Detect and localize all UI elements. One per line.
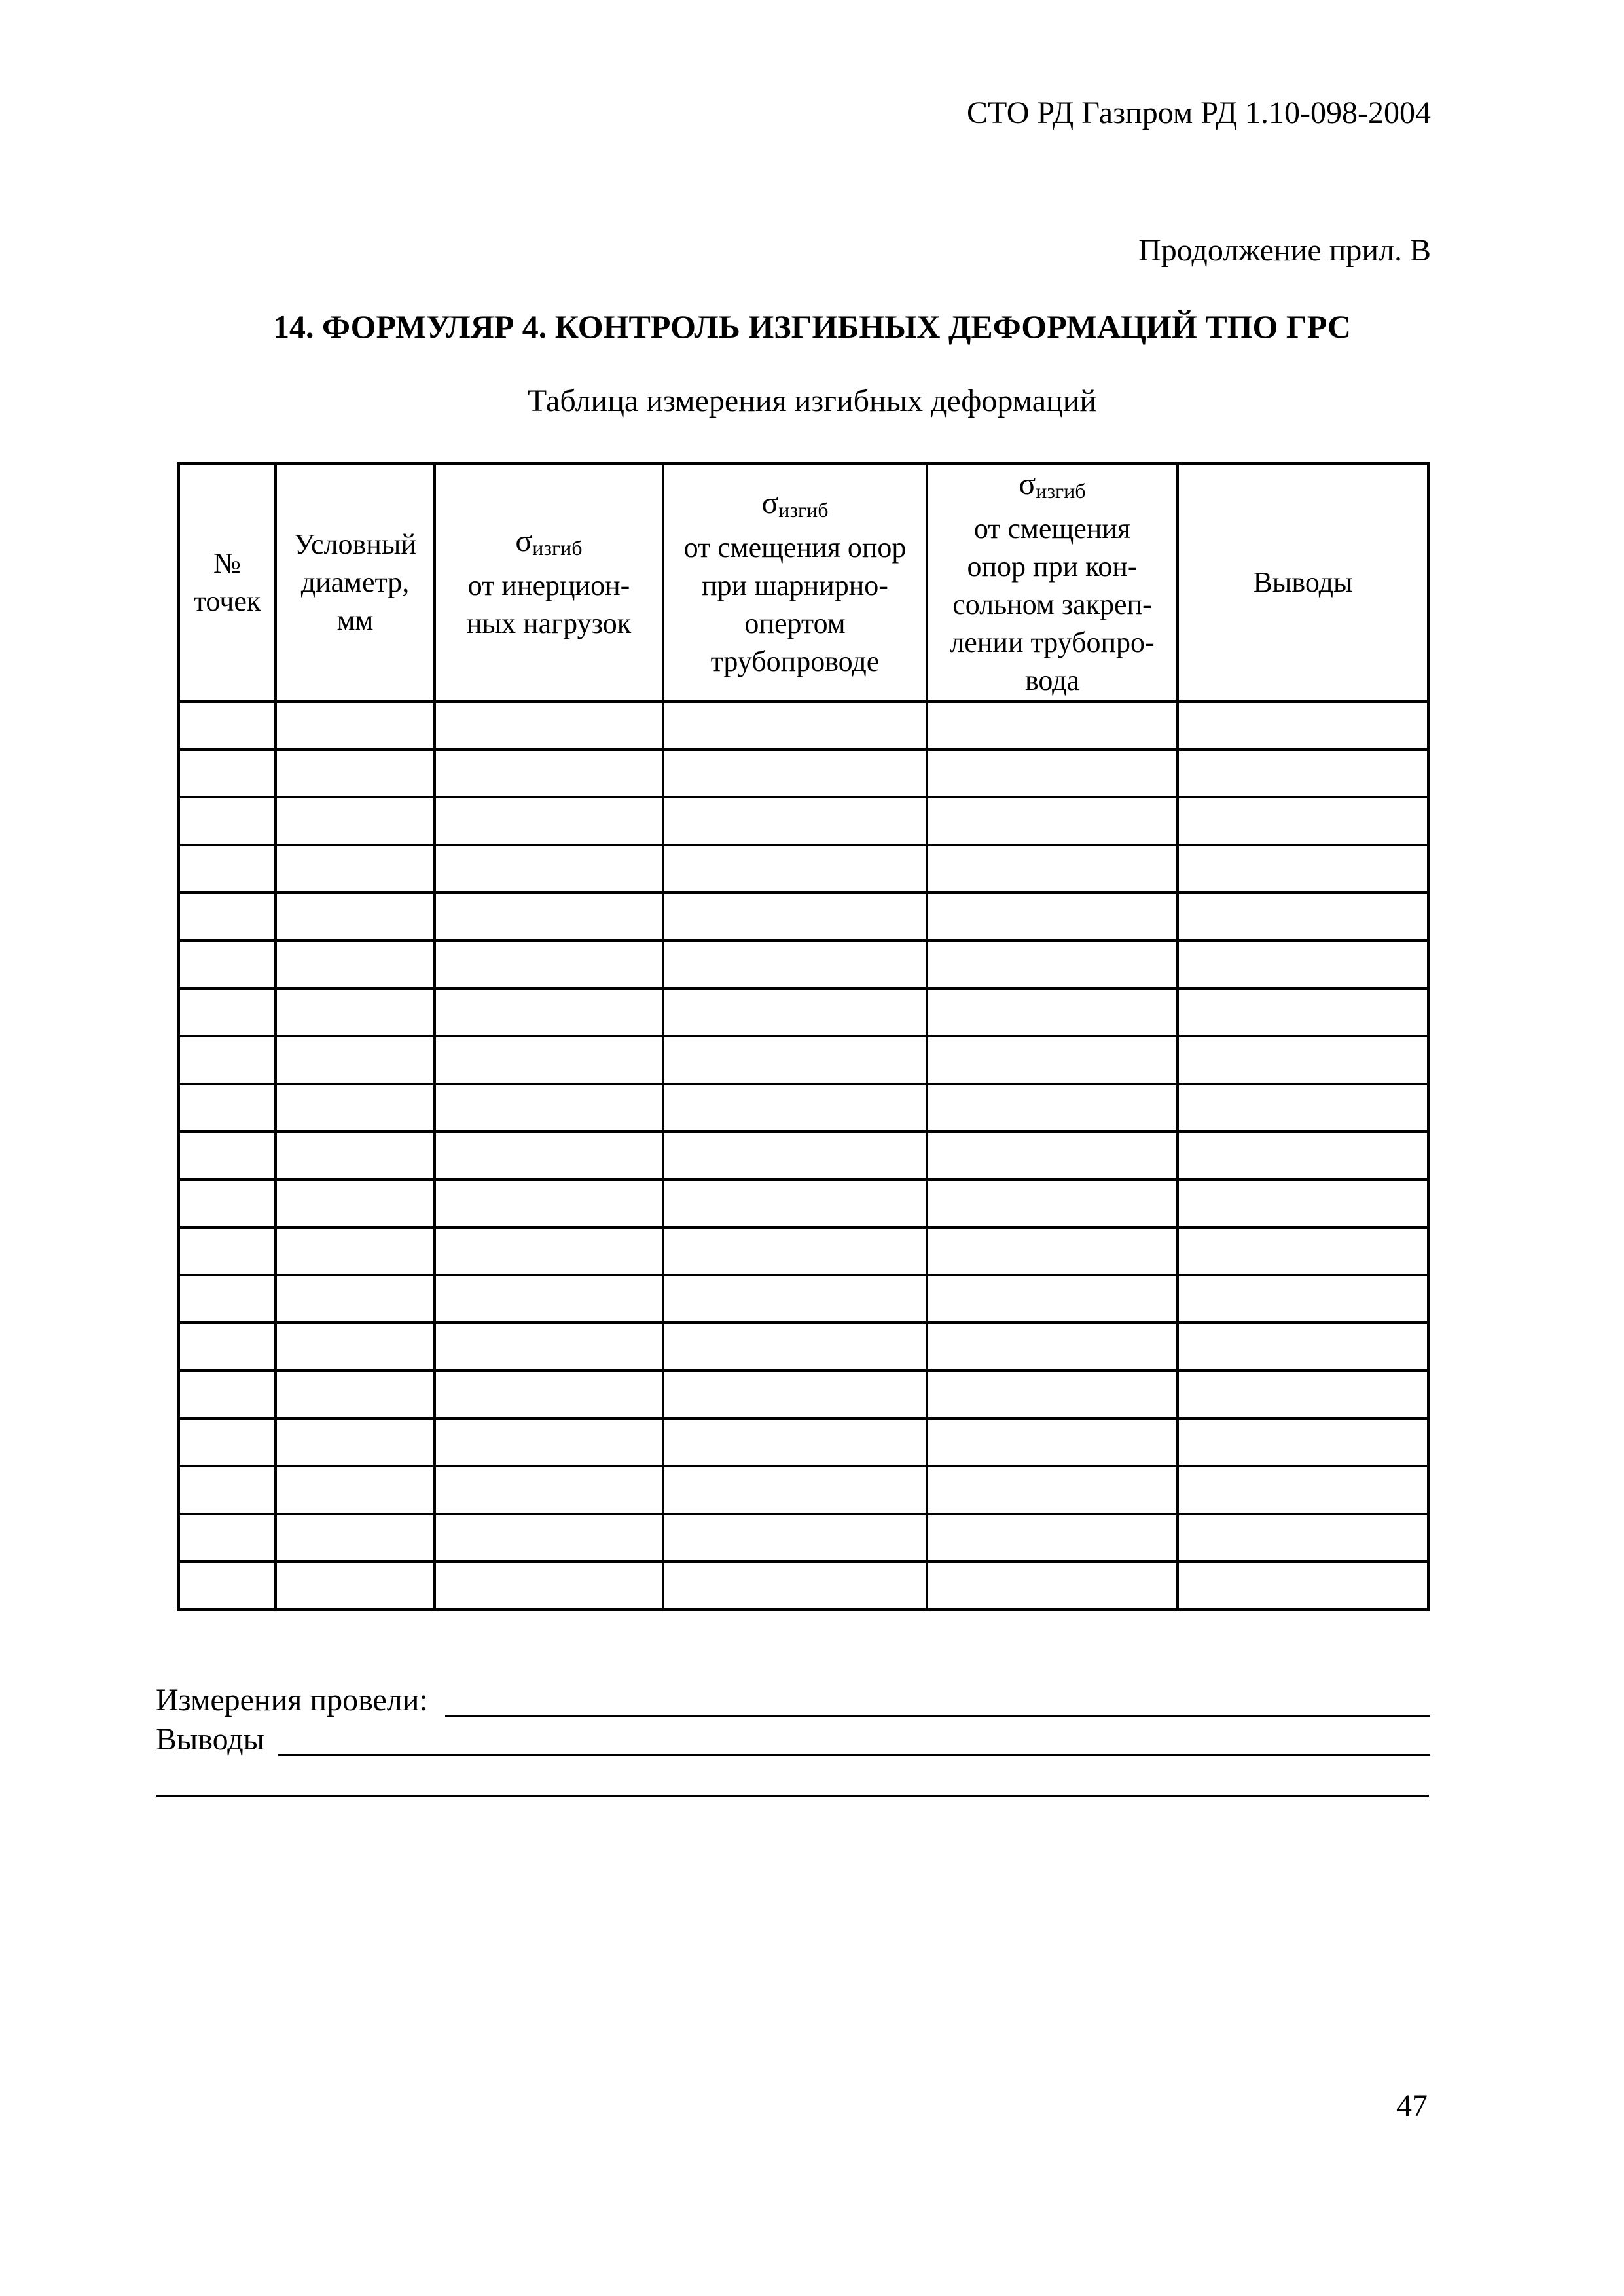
table-cell[interactable] xyxy=(179,1036,276,1084)
table-cell[interactable] xyxy=(435,893,663,941)
table-cell[interactable] xyxy=(663,1371,927,1418)
table-cell[interactable] xyxy=(663,1227,927,1275)
table-cell[interactable] xyxy=(927,893,1178,941)
col-header-inertial-stress: $\sigma_{изгиб}$ от инерцион- ных нагрузок xyxy=(435,463,663,702)
table-cell[interactable] xyxy=(927,797,1178,845)
table-cell[interactable] xyxy=(1178,1084,1428,1132)
table-cell[interactable] xyxy=(276,1466,435,1514)
table-cell[interactable] xyxy=(276,1418,435,1466)
table-cell[interactable] xyxy=(435,988,663,1036)
table-caption: Таблица измерения изгибных деформаций xyxy=(527,384,1097,418)
table-cell[interactable] xyxy=(1178,1323,1428,1371)
table-cell[interactable] xyxy=(1178,1371,1428,1418)
table-cell[interactable] xyxy=(663,1418,927,1466)
table-header-row xyxy=(179,463,1428,702)
table-cell[interactable] xyxy=(927,1418,1178,1466)
table-cell[interactable] xyxy=(435,1466,663,1514)
table-row xyxy=(179,1227,1428,1275)
table-cell[interactable] xyxy=(1178,1036,1428,1084)
col-header-cantilever-support-stress: $\sigma_{изгиб}$ от смещения опор при кон- сольном закреп- лении трубопро- вода xyxy=(927,463,1178,702)
table-cell[interactable] xyxy=(179,1323,276,1371)
table-cell[interactable] xyxy=(276,1323,435,1371)
table-cell[interactable] xyxy=(179,988,276,1036)
table-cell[interactable] xyxy=(1178,1562,1428,1609)
col-header-hinged-support-stress: $\sigma_{изгиб}$ от смещения опор при шарнирно- опертом трубопроводе xyxy=(663,463,927,702)
table-cell[interactable] xyxy=(276,845,435,893)
table-cell[interactable] xyxy=(276,749,435,797)
table-cell[interactable] xyxy=(179,845,276,893)
table-cell[interactable] xyxy=(435,941,663,988)
measured-by-line[interactable] xyxy=(445,1715,1430,1717)
table-row xyxy=(179,845,1428,893)
table-row xyxy=(179,1418,1428,1466)
table-row xyxy=(179,893,1428,941)
table-cell[interactable] xyxy=(1178,1466,1428,1514)
table-cell[interactable] xyxy=(927,1084,1178,1132)
table-cell[interactable] xyxy=(1178,1179,1428,1227)
sigma-symbol: $\sigma_{изгиб}$ xyxy=(761,486,829,522)
appendix-continuation: Продолжение прил. В xyxy=(1138,233,1431,268)
table-cell[interactable] xyxy=(663,1132,927,1179)
table-row xyxy=(179,1562,1428,1609)
table-cell[interactable] xyxy=(179,797,276,845)
table-cell[interactable] xyxy=(1178,1275,1428,1323)
table-cell[interactable] xyxy=(276,702,435,749)
table-cell[interactable] xyxy=(179,1275,276,1323)
table-cell[interactable] xyxy=(1178,845,1428,893)
table-cell[interactable] xyxy=(663,1514,927,1562)
table-cell[interactable] xyxy=(179,1418,276,1466)
table-row xyxy=(179,1179,1428,1227)
table-cell[interactable] xyxy=(663,893,927,941)
col-header-conclusions: Выводы xyxy=(1178,463,1428,702)
table-cell[interactable] xyxy=(276,893,435,941)
table-cell[interactable] xyxy=(435,1275,663,1323)
table-row xyxy=(179,1036,1428,1084)
table-cell[interactable] xyxy=(663,1179,927,1227)
table-cell[interactable] xyxy=(179,702,276,749)
measurement-table xyxy=(177,462,1430,1611)
table-cell[interactable] xyxy=(435,749,663,797)
table-cell[interactable] xyxy=(927,1514,1178,1562)
table-cell[interactable] xyxy=(179,893,276,941)
table-cell[interactable] xyxy=(663,988,927,1036)
table-cell[interactable] xyxy=(927,1562,1178,1609)
table-cell[interactable] xyxy=(435,1514,663,1562)
table-cell[interactable] xyxy=(179,941,276,988)
table-cell[interactable] xyxy=(1178,1514,1428,1562)
table-cell[interactable] xyxy=(663,941,927,988)
table-cell[interactable] xyxy=(435,1036,663,1084)
conclusions-line-continued[interactable] xyxy=(156,1795,1429,1797)
conclusions-label: Выводы xyxy=(156,1722,264,1757)
table-cell[interactable] xyxy=(927,1371,1178,1418)
table-cell[interactable] xyxy=(435,1371,663,1418)
table-cell[interactable] xyxy=(435,702,663,749)
table-cell[interactable] xyxy=(927,1132,1178,1179)
table-cell[interactable] xyxy=(179,1179,276,1227)
col-header-point-number: № точек xyxy=(179,463,276,702)
table-row xyxy=(179,988,1428,1036)
table-cell[interactable] xyxy=(276,1132,435,1179)
table-cell[interactable] xyxy=(435,845,663,893)
table-cell[interactable] xyxy=(179,1084,276,1132)
table-cell[interactable] xyxy=(663,1036,927,1084)
table-cell[interactable] xyxy=(179,1227,276,1275)
table-row xyxy=(179,1323,1428,1371)
table-cell[interactable] xyxy=(927,1323,1178,1371)
table-row xyxy=(179,1466,1428,1514)
table-cell[interactable] xyxy=(276,1179,435,1227)
table-row xyxy=(179,941,1428,988)
table-cell[interactable] xyxy=(435,1227,663,1275)
table-cell[interactable] xyxy=(927,1466,1178,1514)
table-cell[interactable] xyxy=(1178,1227,1428,1275)
table-cell[interactable] xyxy=(1178,893,1428,941)
table-row xyxy=(179,1371,1428,1418)
table-cell[interactable] xyxy=(435,1418,663,1466)
table-row xyxy=(179,1084,1428,1132)
table-cell[interactable] xyxy=(276,1227,435,1275)
table-row xyxy=(179,749,1428,797)
table-row xyxy=(179,1514,1428,1562)
measured-by-label: Измерения провели: xyxy=(156,1683,428,1717)
table-cell[interactable] xyxy=(1178,749,1428,797)
table-row xyxy=(179,797,1428,845)
table-cell[interactable] xyxy=(927,1275,1178,1323)
table-cell[interactable] xyxy=(663,702,927,749)
table-body xyxy=(179,702,1428,1609)
table-cell[interactable] xyxy=(1178,1418,1428,1466)
table-row xyxy=(179,1275,1428,1323)
table-row xyxy=(179,702,1428,749)
table-cell[interactable] xyxy=(435,1179,663,1227)
table-cell[interactable] xyxy=(1178,1132,1428,1179)
table-cell[interactable] xyxy=(663,1275,927,1323)
sigma-symbol: $\sigma_{изгиб}$ xyxy=(515,524,583,560)
table-cell[interactable] xyxy=(663,1466,927,1514)
table-cell[interactable] xyxy=(927,749,1178,797)
conclusions-line[interactable] xyxy=(278,1754,1430,1756)
table-cell[interactable] xyxy=(927,1179,1178,1227)
section-title: 14. ФОРМУЛЯР 4. КОНТРОЛЬ ИЗГИБНЫХ ДЕФОРМАЦИЙ ТПО ГРС xyxy=(273,308,1351,345)
table-cell[interactable] xyxy=(663,1323,927,1371)
table-cell[interactable] xyxy=(276,797,435,845)
table-cell[interactable] xyxy=(927,1036,1178,1084)
table-cell[interactable] xyxy=(179,1514,276,1562)
table-cell[interactable] xyxy=(435,1323,663,1371)
table-cell[interactable] xyxy=(1178,988,1428,1036)
page-number: 47 xyxy=(1396,2089,1428,2123)
table-cell[interactable] xyxy=(276,1275,435,1323)
table-cell[interactable] xyxy=(1178,702,1428,749)
table-cell[interactable] xyxy=(1178,941,1428,988)
table-cell[interactable] xyxy=(276,1084,435,1132)
table-cell[interactable] xyxy=(435,1132,663,1179)
table-cell[interactable] xyxy=(276,1371,435,1418)
table-cell[interactable] xyxy=(179,1466,276,1514)
table-cell[interactable] xyxy=(927,1227,1178,1275)
table-cell[interactable] xyxy=(276,1562,435,1609)
table-cell[interactable] xyxy=(179,1132,276,1179)
document-code: СТО РД Газпром РД 1.10-098-2004 xyxy=(967,96,1431,130)
table-cell[interactable] xyxy=(927,941,1178,988)
table-cell[interactable] xyxy=(435,1562,663,1609)
table-cell[interactable] xyxy=(276,988,435,1036)
col-header-nominal-diameter: Условный диаметр, мм xyxy=(276,463,435,702)
table-cell[interactable] xyxy=(435,797,663,845)
table-cell[interactable] xyxy=(927,845,1178,893)
table-cell[interactable] xyxy=(179,749,276,797)
table-row xyxy=(179,1132,1428,1179)
table-cell[interactable] xyxy=(276,1514,435,1562)
table-cell[interactable] xyxy=(927,702,1178,749)
table-cell[interactable] xyxy=(435,1084,663,1132)
table-cell[interactable] xyxy=(179,1371,276,1418)
sigma-symbol: $\sigma_{изгиб}$ xyxy=(1019,467,1086,503)
table-cell[interactable] xyxy=(663,1084,927,1132)
table-cell[interactable] xyxy=(663,845,927,893)
table-cell[interactable] xyxy=(179,1562,276,1609)
table-cell[interactable] xyxy=(276,1036,435,1084)
table-cell[interactable] xyxy=(663,749,927,797)
table-cell[interactable] xyxy=(1178,797,1428,845)
table-cell[interactable] xyxy=(927,988,1178,1036)
table-cell[interactable] xyxy=(663,1562,927,1609)
table-cell[interactable] xyxy=(276,941,435,988)
table-cell[interactable] xyxy=(663,797,927,845)
